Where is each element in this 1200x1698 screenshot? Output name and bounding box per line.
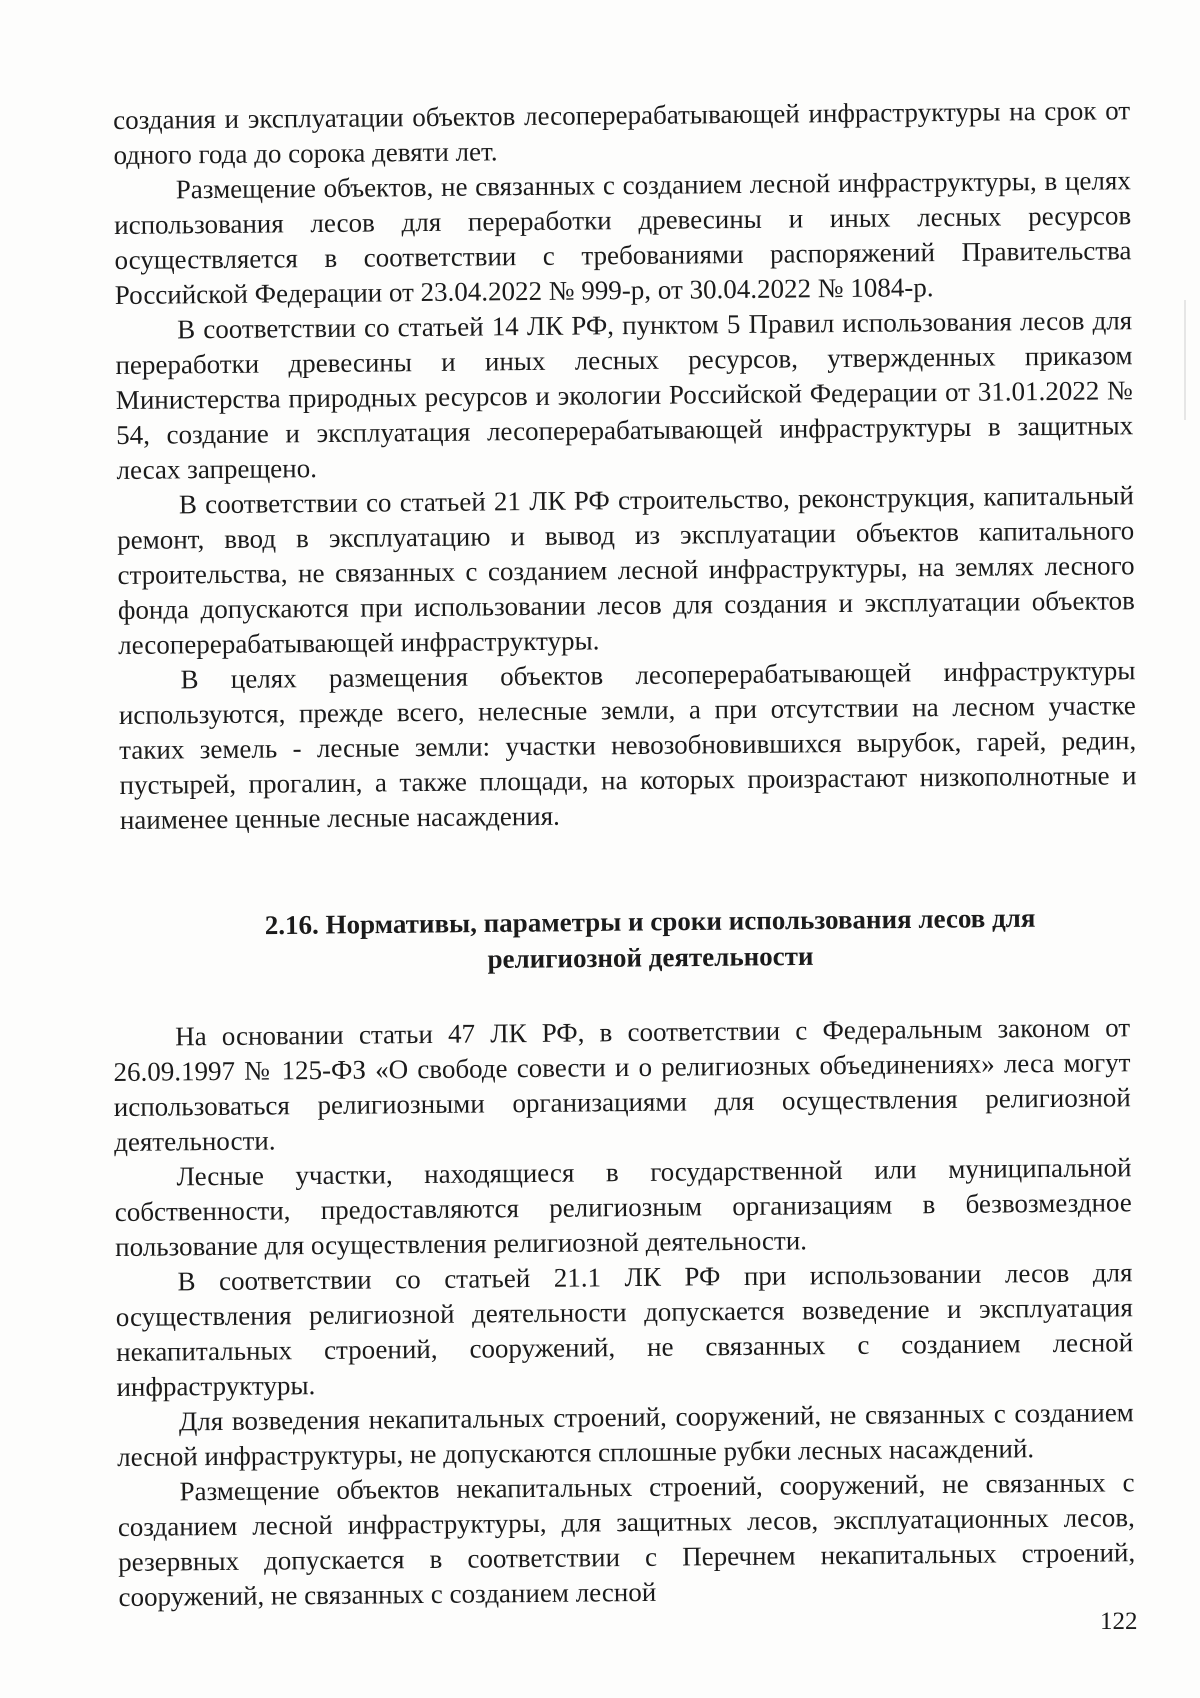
body-text-top <box>113 93 1137 838</box>
paragraph-land-use: В целях размещения объектов лесоперерабатывающей инфраструктуры используются, прежде всего, нелесные земли, а при отсутствии на лесном участке таких земель - лесные земли: участки невозобновившихся вырубок, гарей, редин, пустырей, прогалин, а также площади, на которых произрастают низкополнотные и наименее ценные лесные насаждения. <box>118 655 1137 835</box>
paragraph-article-47: На основании статьи 47 ЛК РФ, в соответствии с Федеральным законом от 26.09.1997 № 125-ФЗ «О свободе совести и о религиозных объединениях» леса могут использоваться религиозными организациями для осуществления религиозной деятельности. <box>113 1012 1131 1157</box>
paragraph-clear-cutting: Для возведения некапитальных строений, сооружений, не связанных с созданием лесной инфраструктуры, не допускаются сплошные рубки лесных насаждений. <box>117 1397 1134 1472</box>
page-number: 122 <box>1100 1608 1138 1635</box>
paragraph-free-use: Лесные участки, находящиеся в государственной или муниципальной собственности, предоставляются религиозным организациям в безвозмездное пользование для осуществления религиозной деятельности. <box>114 1152 1132 1262</box>
paragraph-placement-objects: Размещение объектов, не связанных с созданием лесной инфраструктуры, в целях использования лесов для переработки древесины и иных лесных ресурсов осуществляется в соответствии с требованиями распоряжений Правительства Российской Федерации от 23.04.2022 № 999-р, от 30.04.2022 № 1084-р. <box>114 165 1132 310</box>
section-heading <box>175 899 1126 980</box>
paragraph-continuation: создания и эксплуатации объектов лесоперерабатывающей инфраструктуры на срок от одного года до сорока девяти лет. <box>113 95 1131 170</box>
paragraph-article-14: В соответствии со статьей 14 ЛК РФ, пунктом 5 Правил использования лесов для переработки древесины и иных лесных ресурсов, утвержденных приказом Министерства природных ресурсов и экологии Российской Федерации от 31.01.2022 № 54, создание и эксплуатация лесоперерабатывающей инфраструктуры в защитных лесах запрещено. <box>115 305 1134 485</box>
section-heading-line-1: 2.16. Нормативы, параметры и сроки использования лесов для <box>264 902 1036 941</box>
paragraph-placement-list: Размещение объектов некапитальных строений, сооружений, не связанных с созданием лесной инфраструктуры, для защитных лесов, эксплуатационных лесов, резервных допускается в соответствии с Перечнем некапитальных строений, сооружений, не связанных с созданием лесной <box>117 1467 1136 1612</box>
section-heading-line-2: религиозной деятельности <box>487 940 814 975</box>
body-text-bottom <box>113 1010 1136 1615</box>
paragraph-article-21-1: В соответствии со статьей 21.1 ЛК РФ при использовании лесов для осуществления религиозной деятельности допускается возведение и эксплуатация некапитальных строений, сооружений, не связанных с созданием лесной инфраструктуры. <box>115 1257 1134 1402</box>
scan-artifact <box>1184 300 1186 420</box>
paragraph-article-21: В соответствии со статьей 21 ЛК РФ строительство, реконструкция, капитальный ремонт, ввод в эксплуатацию и вывод из эксплуатации объектов капитального строительства, не связанных с созданием лесной инфраструктуры, на землях лесного фонда допускаются при использовании лесов для создания и эксплуатации объектов лесоперерабатывающей инфраструктуры. <box>117 480 1135 660</box>
